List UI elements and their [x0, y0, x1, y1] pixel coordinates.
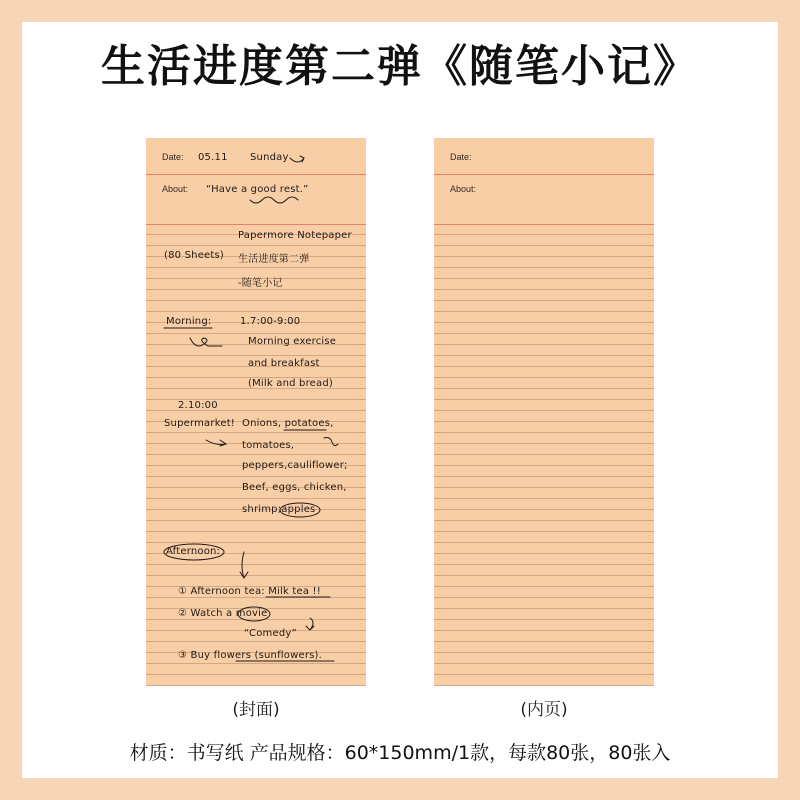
brand-line-1: Papermore Notepaper [238, 230, 352, 241]
afternoon-line-2: ② Watch a movie [178, 608, 268, 619]
supermarket-line-3: peppers,cauliflower; [242, 460, 348, 471]
supermarket-line-4: Beef, eggs, chicken, [242, 482, 347, 493]
afternoon-arrow-icon [240, 552, 248, 578]
supermarket-line-5: shrimp;apples [242, 504, 316, 515]
morning-line-1: 1.7:00-9:00 [240, 316, 301, 327]
inner-caption: (内页) [520, 700, 568, 720]
page-title: 生活进度第二弹《随笔小记》 [101, 41, 699, 92]
handwriting-doodles [146, 138, 366, 686]
inner-notepaper [434, 138, 654, 686]
sheets-count: (80 Sheets) [164, 250, 225, 261]
white-panel [22, 22, 778, 778]
sunday-arrow-icon [290, 156, 304, 162]
afternoon-line-4: ③ Buy flowers (sunflowers). [178, 650, 323, 661]
afternoon-label: Afternoon: [166, 546, 221, 557]
morning-line-4: (Milk and bread) [248, 378, 334, 389]
cover-date-label: Date: [162, 152, 184, 162]
cover-notepaper [146, 138, 366, 686]
afternoon-line-3: “Comedy” [244, 628, 297, 639]
morning-arrow-icon [190, 338, 222, 346]
supermarket-arrow-icon [206, 440, 226, 446]
brand-line-2: 生活进度第二弹 [238, 254, 310, 265]
inner-date-label: Date: [450, 152, 472, 162]
time-2: 2.10:00 [178, 400, 218, 411]
supermarket-line-2: tomatoes, [242, 440, 295, 451]
brand-line-3: -随笔小记 [238, 278, 283, 289]
inner-about-label: About: [450, 184, 477, 194]
morning-label: Morning: [166, 316, 212, 327]
afternoon-line-1: ① Afternoon tea: Milk tea !! [178, 586, 321, 597]
cover-weekday: Sunday [250, 152, 289, 163]
supermarket-label: Supermarket! [164, 418, 236, 429]
cover-about-value: “Have a good rest.” [206, 184, 309, 195]
supermarket-line-1: Onions, potatoes, [242, 418, 334, 429]
cover-date-value: 05.11 [198, 152, 228, 163]
product-spec: 材质：书写纸 产品规格：60*150mm/1款，每款80张，80张入 [129, 742, 671, 764]
cover-about-label: About: [162, 184, 189, 194]
cover-caption: (封面) [232, 700, 280, 720]
morning-line-2: Morning exercise [248, 336, 337, 347]
squiggle-underline-icon [250, 197, 298, 203]
morning-line-3: and breakfast [248, 358, 320, 369]
